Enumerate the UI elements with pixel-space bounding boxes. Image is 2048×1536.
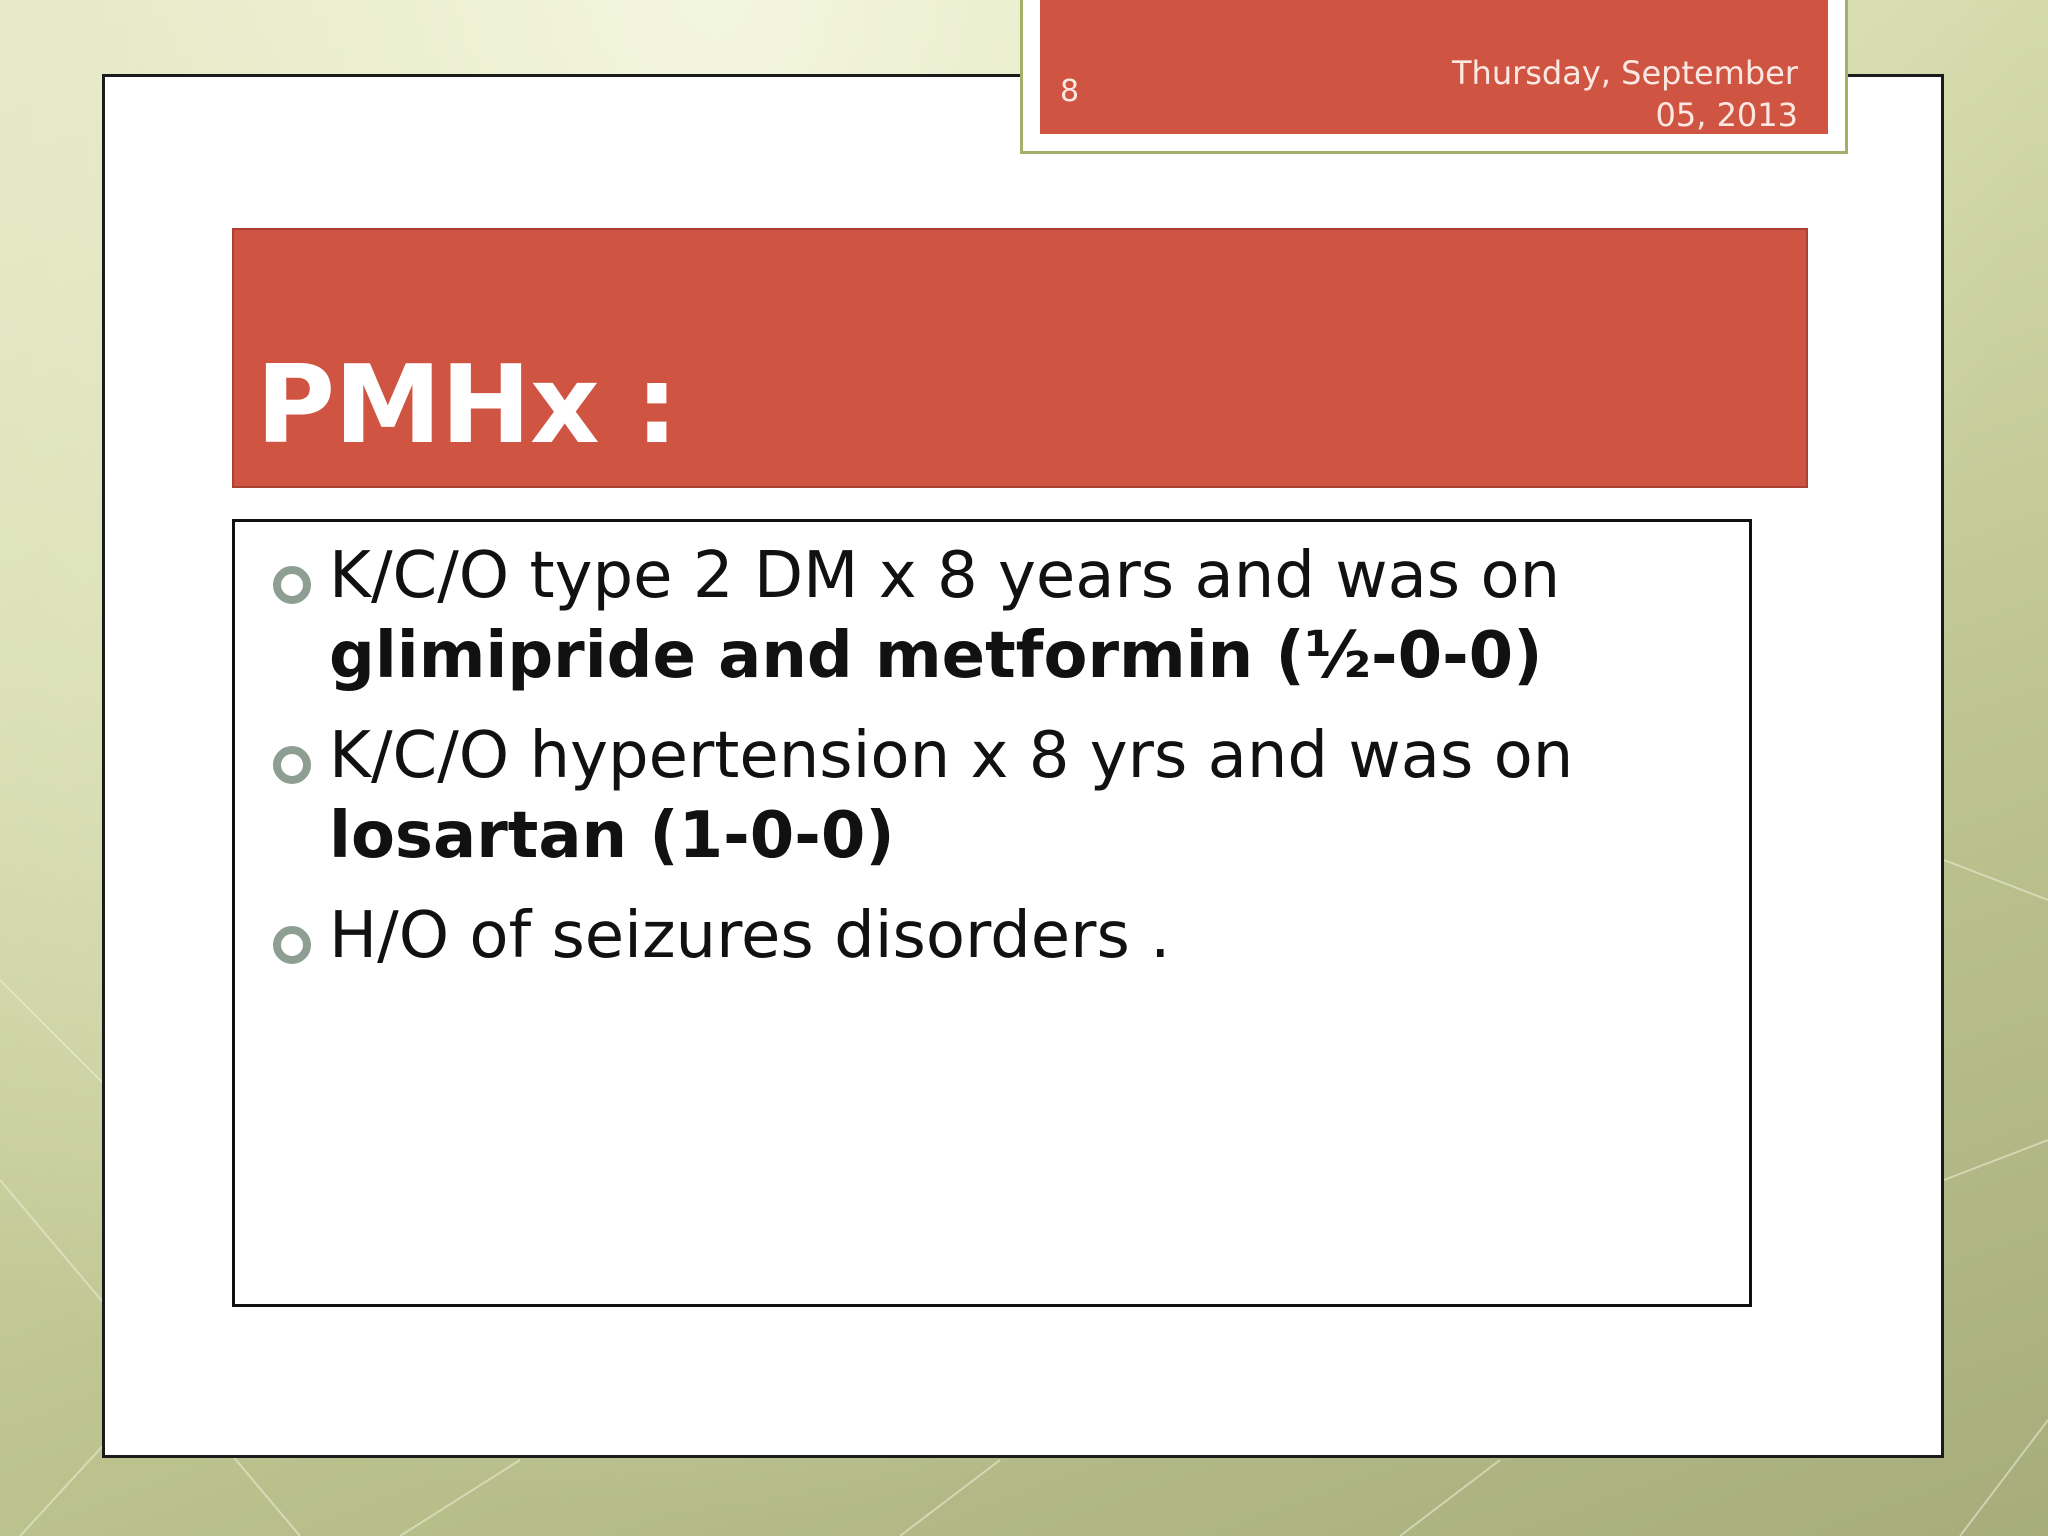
hollow-circle-bullet-icon <box>273 746 311 784</box>
bullet-text: H/O of seizures disorders . <box>329 899 1171 973</box>
bullet-bold-text: losartan (1-0-0) <box>329 799 895 873</box>
hollow-circle-bullet-icon <box>273 566 311 604</box>
title-bar <box>232 228 1808 488</box>
bullet-bold-text: glimipride and metformin (½-0-0) <box>329 619 1543 693</box>
bullet-list <box>273 536 1723 996</box>
slide-title: PMHx : <box>256 343 678 468</box>
slide-number: 8 <box>1060 74 1080 109</box>
content-box <box>232 519 1752 1307</box>
bullet-item <box>273 536 1723 696</box>
slide-date: Thursday, September 05, 2013 <box>1451 54 1798 134</box>
bullet-text: K/C/O hypertension x 8 yrs and was on <box>329 719 1574 793</box>
hollow-circle-bullet-icon <box>273 926 311 964</box>
bullet-text: K/C/O type 2 DM x 8 years and was on <box>329 539 1561 613</box>
bullet-item <box>273 896 1723 976</box>
bullet-item <box>273 716 1723 876</box>
